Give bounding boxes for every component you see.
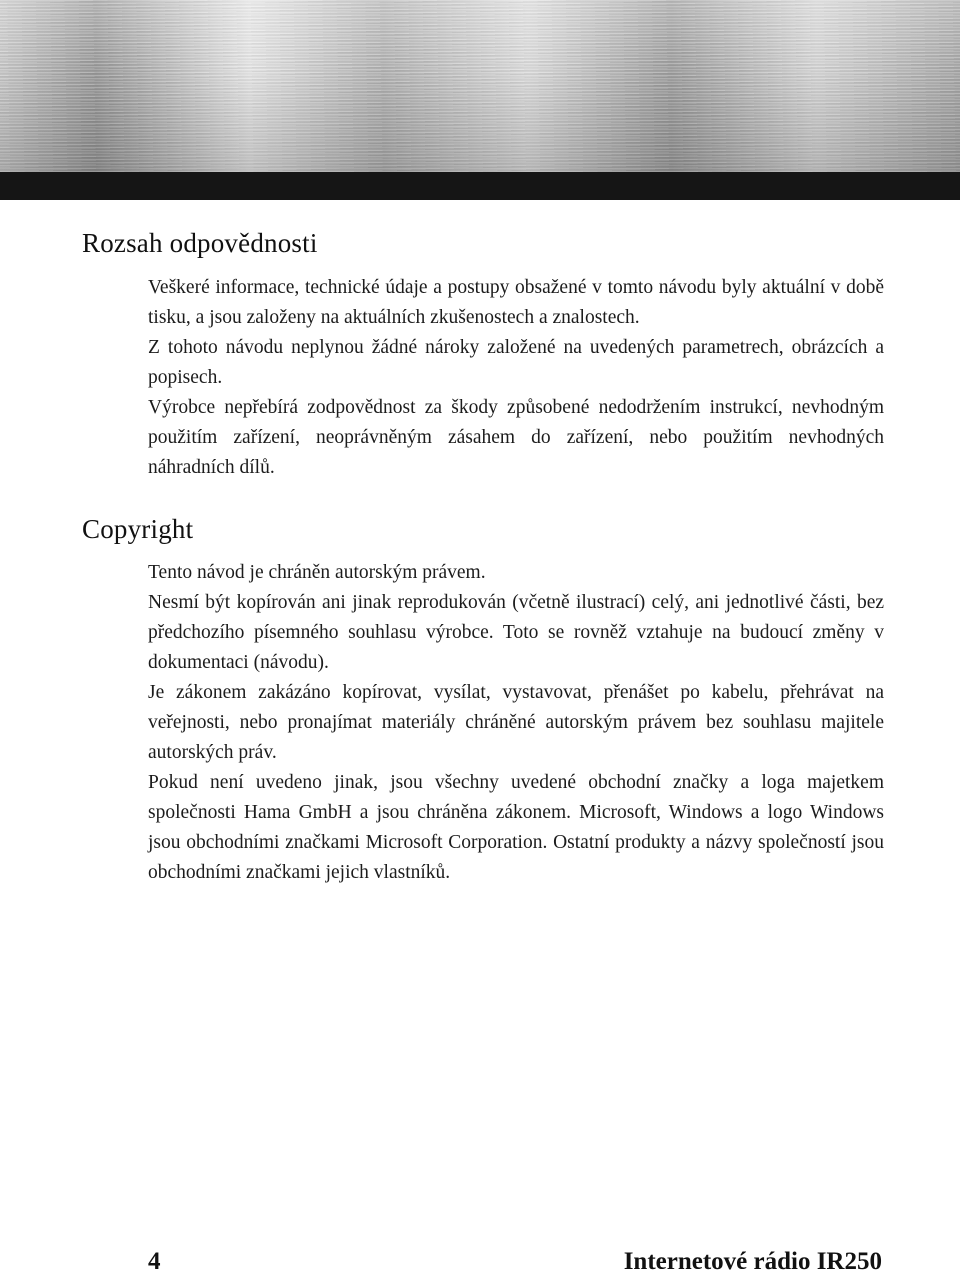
section-body-copyright xyxy=(148,558,884,888)
paragraph: Pokud není uvedeno jinak, jsou všechny uvedené obchodní značky a loga majetkem společnosti Hama GmbH a jsou chráněna zákonem. Microsoft, Windows a logo Windows jsou obchodními značkami Microsoft Corporation. Ostatní produkty a názvy společností jsou obchodními značkami jejich vlastníků. xyxy=(148,772,884,883)
paragraph: Nesmí být kopírován ani jinak reprodukován (včetně ilustrací) celý, ani jednotlivé části, bez předchozího písemného souhlasu výrobce. Toto se rovněž vztahuje na budoucí změny v dokumentaci (návodu). xyxy=(148,592,884,673)
section-heading-liability: Rozsah odpovědnosti xyxy=(82,228,318,258)
paragraph: Tento návod je chráněn autorským právem. xyxy=(148,562,486,583)
paragraph: Výrobce nepřebírá zodpovědnost za škody způsobené nedodržením instrukcí, nevhodným použitím zařízení, neoprávněným zásahem do zařízení, nebo použitím nevhodných náhradních dílů. xyxy=(148,397,884,478)
paragraph: Je zákonem zakázáno kopírovat, vysílat, vystavovat, přenášet po kabelu, přehrávat na veřejnosti, nebo pronajímat materiály chráněné autorským právem bez souhlasu majitele autorských práv. xyxy=(148,682,884,763)
section-heading-copyright: Copyright xyxy=(82,514,194,544)
page-number: 4 xyxy=(148,1248,161,1275)
header-dark-bar xyxy=(0,172,960,200)
paragraph: Z tohoto návodu neplynou žádné nároky založené na uvedených parametrech, obrázcích a popisech. xyxy=(148,337,884,388)
paragraph: Veškeré informace, technické údaje a postupy obsažené v tomto návodu byly aktuální v době tisku, a jsou založeny na aktuálních zkušenostech a znalostech. xyxy=(148,277,884,328)
header-metal-band xyxy=(0,0,960,172)
section-body-liability xyxy=(148,273,884,483)
document-title: Internetové rádio IR250 xyxy=(623,1248,882,1275)
